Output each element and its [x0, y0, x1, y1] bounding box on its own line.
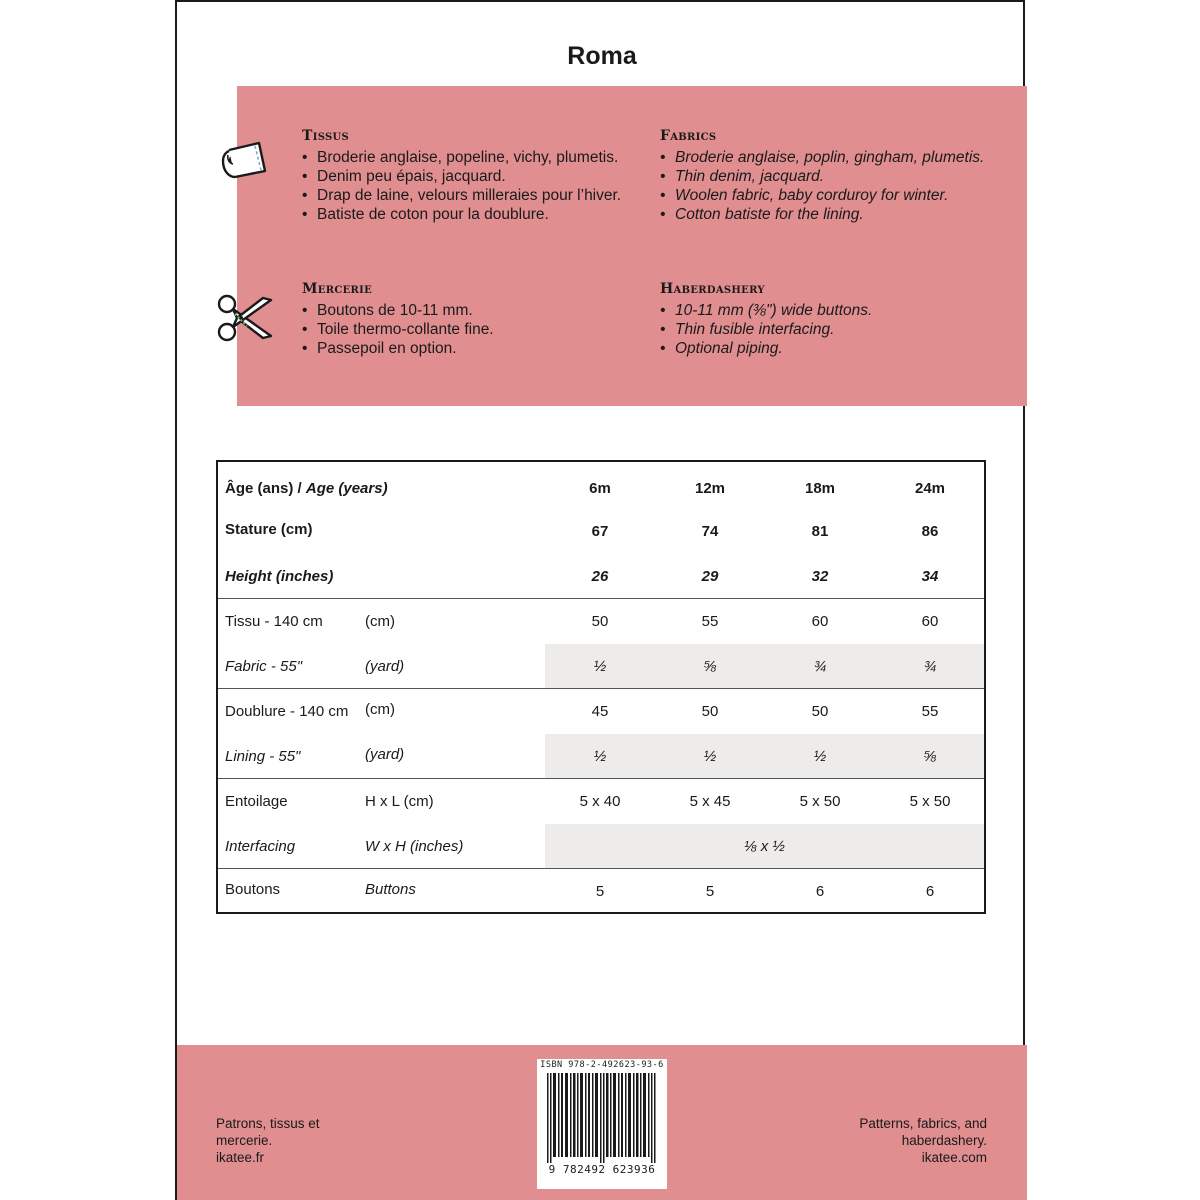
- table-cell: 5: [595, 883, 605, 900]
- age-label-fr: Âge (ans) /: [225, 480, 302, 497]
- row-unit: (cm): [365, 613, 395, 630]
- table-cell: 6: [815, 883, 825, 900]
- height-label: Height (inches): [225, 568, 334, 585]
- row-label: Fabric - 55": [225, 658, 303, 675]
- list-item: • Denim peu épais, jacquard.: [302, 167, 632, 186]
- age-label-en: Age (years): [305, 480, 388, 497]
- fabrics-fr-block: [302, 127, 632, 224]
- list-item: • Thin denim, jacquard.: [660, 167, 1000, 186]
- table-row-stature: [218, 509, 984, 554]
- row-unit: (yard): [365, 658, 405, 675]
- stature-cell: 67: [591, 523, 609, 540]
- list-item: • Toile thermo-collante fine.: [302, 320, 632, 339]
- stature-cell: 81: [811, 523, 829, 540]
- table-cell: ¾: [923, 658, 937, 675]
- footer-right-text: [859, 1115, 987, 1166]
- footer-link[interactable]: ikatee.com: [921, 1150, 987, 1165]
- table-cell: 5: [705, 883, 715, 900]
- height-cell: 26: [591, 568, 609, 585]
- row-label: Entoilage: [225, 793, 288, 810]
- notions-en-list: [660, 301, 1000, 358]
- list-item: • Boutons de 10-11 mm.: [302, 301, 632, 320]
- list-item: • Thin fusible interfacing.: [660, 320, 1000, 339]
- notions-fr-block: [302, 280, 632, 358]
- list-item: • Passepoil en option.: [302, 339, 632, 358]
- notions-en-heading: Haberdashery: [660, 281, 765, 297]
- row-label: Doublure - 140 cm: [225, 703, 349, 720]
- size-cell: 12m: [694, 480, 726, 497]
- fabrics-en-heading: Fabrics: [660, 128, 717, 144]
- table-cell: 50: [591, 613, 609, 630]
- height-cell: 29: [701, 568, 719, 585]
- footer-line: haberdashery.: [901, 1133, 987, 1148]
- table-cell: ½: [593, 748, 607, 765]
- table-cell: 5 x 50: [799, 793, 841, 810]
- pattern-back-cover: [175, 0, 1025, 1200]
- scissors-icon: [215, 292, 275, 344]
- fabrics-en-list: [660, 148, 1000, 224]
- list-item: • Drap de laine, velours milleraies pour l’hiver.: [302, 186, 632, 205]
- notions-en-block: [660, 280, 1000, 358]
- table-cell: 5 x 40: [579, 793, 621, 810]
- stature-cell: 86: [921, 523, 939, 540]
- fabrics-fr-list: [302, 148, 632, 224]
- table-row: [218, 734, 984, 779]
- row-label: Interfacing: [225, 838, 296, 855]
- list-item: • Broderie anglaise, poplin, gingham, plumetis.: [660, 148, 1000, 167]
- row-label: Tissu - 140 cm: [225, 613, 323, 630]
- page-title: Roma: [567, 42, 637, 70]
- list-item: • Broderie anglaise, popeline, vichy, plumetis.: [302, 148, 632, 167]
- notions-fr-heading: Mercerie: [302, 281, 373, 297]
- footer-line: mercerie.: [216, 1133, 273, 1148]
- merged-cell: ⅛ x ½: [744, 838, 785, 855]
- footer-line: Patrons, tissus et: [216, 1116, 320, 1131]
- materials-panel: [237, 86, 1027, 406]
- list-item: • Cotton batiste for the lining.: [660, 205, 1000, 224]
- list-item: • 10-11 mm (⅜") wide buttons.: [660, 301, 1000, 320]
- stature-label: Stature (cm): [225, 521, 313, 538]
- table-cell: 50: [701, 703, 719, 720]
- table-cell: ½: [593, 658, 607, 675]
- stature-cell: 74: [701, 523, 719, 540]
- table-row: [218, 779, 984, 824]
- fabric-roll-icon: [215, 133, 271, 189]
- notions-fr-list: [302, 301, 632, 358]
- table-cell: 6: [925, 883, 935, 900]
- list-item: • Batiste de coton pour la doublure.: [302, 205, 632, 224]
- row-unit: (cm): [365, 701, 395, 718]
- fabrics-en-block: [660, 127, 1000, 224]
- ean-digits: 9 782492 623936: [548, 1163, 656, 1176]
- fabrics-fr-heading: Tissus: [302, 128, 350, 144]
- isbn-barcode: [537, 1059, 667, 1189]
- row-unit: (yard): [365, 746, 405, 763]
- table-cell: 45: [591, 703, 609, 720]
- isbn-text: ISBN 978-2-492623-93-6: [540, 1060, 664, 1070]
- size-cell: 6m: [589, 480, 611, 497]
- size-chart-table: [216, 460, 986, 914]
- table-cell: 5 x 45: [689, 793, 731, 810]
- table-cell: 50: [811, 703, 829, 720]
- table-row: [218, 869, 984, 914]
- table-cell: 55: [701, 613, 719, 630]
- table-row: [218, 644, 984, 689]
- age-label: [225, 466, 545, 511]
- footer-band: [177, 1045, 1027, 1200]
- table-row: [218, 824, 984, 869]
- list-item: • Optional piping.: [660, 339, 1000, 358]
- table-cell: ½: [813, 748, 827, 765]
- table-cell: 60: [811, 613, 829, 630]
- barcode-bars: [547, 1073, 657, 1163]
- table-cell: ¾: [813, 658, 827, 675]
- footer-link[interactable]: ikatee.fr: [216, 1150, 265, 1165]
- footer-line: Patterns, fabrics, and: [859, 1116, 987, 1131]
- footer-left-text: [216, 1115, 320, 1166]
- table-row: [218, 599, 984, 644]
- table-cell: ⅝: [703, 658, 717, 675]
- size-cell: 24m: [914, 480, 946, 497]
- list-item: • Woolen fabric, baby corduroy for winter.: [660, 186, 1000, 205]
- table-cell: 60: [921, 613, 939, 630]
- row-unit: H x L (cm): [365, 793, 434, 810]
- table-row: [218, 689, 984, 734]
- row-label: Lining - 55": [225, 748, 301, 765]
- row-unit: W x H (inches): [365, 838, 464, 855]
- height-cell: 32: [811, 568, 829, 585]
- row-unit: Buttons: [365, 881, 416, 898]
- table-cell: ½: [703, 748, 717, 765]
- size-cell: 18m: [804, 480, 836, 497]
- table-cell: ⅝: [923, 748, 937, 765]
- table-cell: 55: [921, 703, 939, 720]
- table-row-height: [218, 554, 984, 599]
- row-label: Boutons: [225, 881, 281, 898]
- table-cell: 5 x 50: [909, 793, 951, 810]
- height-cell: 34: [921, 568, 939, 585]
- table-row-age: [218, 466, 984, 511]
